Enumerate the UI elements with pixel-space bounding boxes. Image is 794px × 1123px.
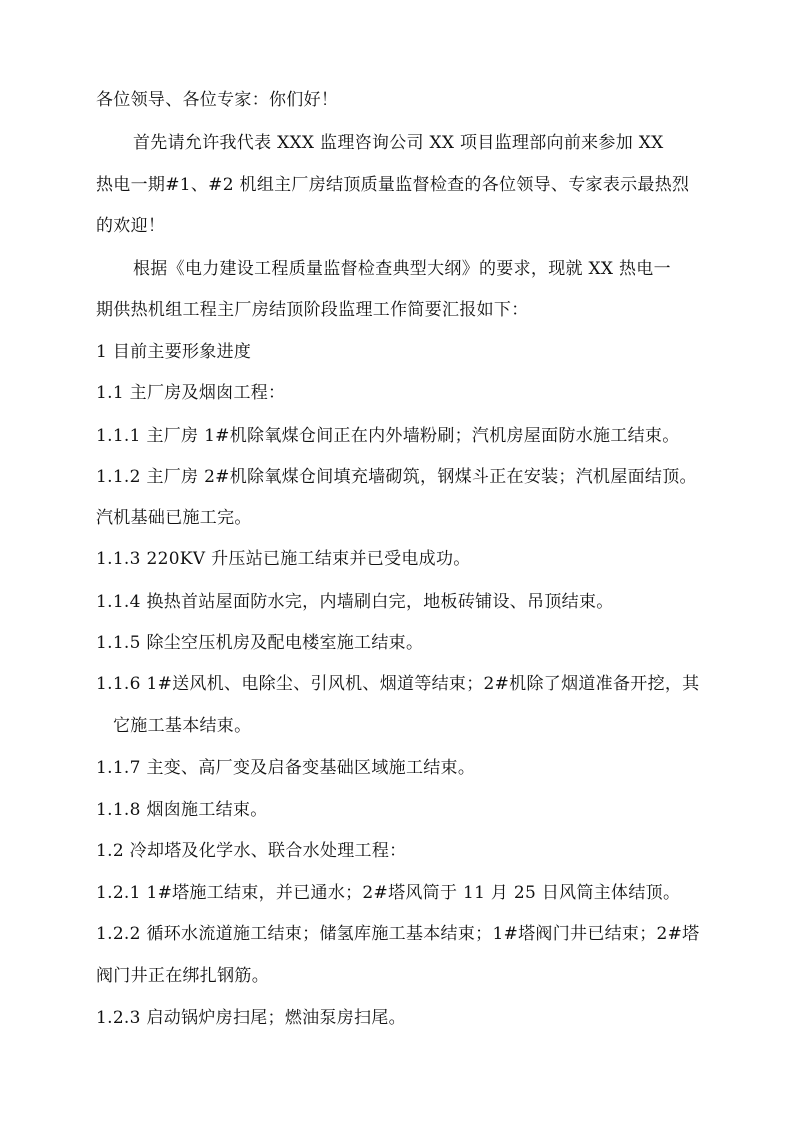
item-1-1-6-line-1: 1.1.6 1#送风机、电除尘、引风机、烟道等结束；2#机除了烟道准备开挖，其 <box>96 674 700 694</box>
intro-paragraph-2-line-2: 期供热机组工程主厂房结顶阶段监理工作简要汇报如下： <box>96 300 529 320</box>
item-1-1-2-line-1: 1.1.2 主厂房 2#机除氧煤仓间填充墙砌筑，钢煤斗正在安装；汽机屋面结顶。 <box>96 467 697 487</box>
item-1-2-2-line-1: 1.2.2 循环水流道施工结束；储氢库施工基本结束；1#塔阀门井已结束；2#塔 <box>96 924 700 944</box>
item-1-1-5: 1.1.5 除尘空压机房及配电楼室施工结束。 <box>96 633 424 653</box>
item-1-2-1: 1.2.1 1#塔施工结束，并已通水；2#塔风筒于 11 月 25 日风筒主体结顶。 <box>96 883 681 903</box>
item-1-1-7: 1.1.7 主变、高厂变及启备变基础区域施工结束。 <box>96 758 476 778</box>
item-1-2-2-line-2: 阀门井正在绑扎钢筋。 <box>96 966 269 986</box>
intro-paragraph-1-line-2: 热电一期#1、#2 机组主厂房结顶质量监督检查的各位领导、专家表示最热烈 <box>96 175 690 195</box>
item-1-1-1: 1.1.1 主厂房 1#机除氧煤仓间正在内外墙粉刷；汽机房屋面防水施工结束。 <box>96 426 680 446</box>
greeting-line: 各位领导、各位专家：你们好！ <box>96 90 339 110</box>
item-1-2-3: 1.2.3 启动锅炉房扫尾；燃油泵房扫尾。 <box>96 1008 406 1028</box>
intro-paragraph-1-line-1: 首先请允许我代表 XXX 监理咨询公司 XX 项目监理部向前来参加 XX <box>133 133 664 153</box>
item-1-1-6-line-2: 它施工基本结束。 <box>113 716 252 736</box>
item-1-1-2-line-2: 汽机基础已施工完。 <box>96 508 252 528</box>
item-1-1-4: 1.1.4 换热首站屋面防水完，内墙刷白完，地板砖铺设、吊顶结束。 <box>96 592 614 612</box>
section-1-1-heading: 1.1 主厂房及烟囱工程： <box>96 383 286 403</box>
section-1-heading: 1 目前主要形象进度 <box>96 342 252 362</box>
item-1-1-3: 1.1.3 220KV 升压站已施工结束并已受电成功。 <box>96 549 471 569</box>
intro-paragraph-2-line-1: 根据《电力建设工程质量监督检查典型大纲》的要求，现就 XX 热电一 <box>133 259 671 279</box>
section-1-2-heading: 1.2 冷却塔及化学水、联合水处理工程： <box>96 841 407 861</box>
item-1-1-8: 1.1.8 烟囱施工结束。 <box>96 800 268 820</box>
intro-paragraph-1-line-3: 的欢迎！ <box>96 216 166 236</box>
